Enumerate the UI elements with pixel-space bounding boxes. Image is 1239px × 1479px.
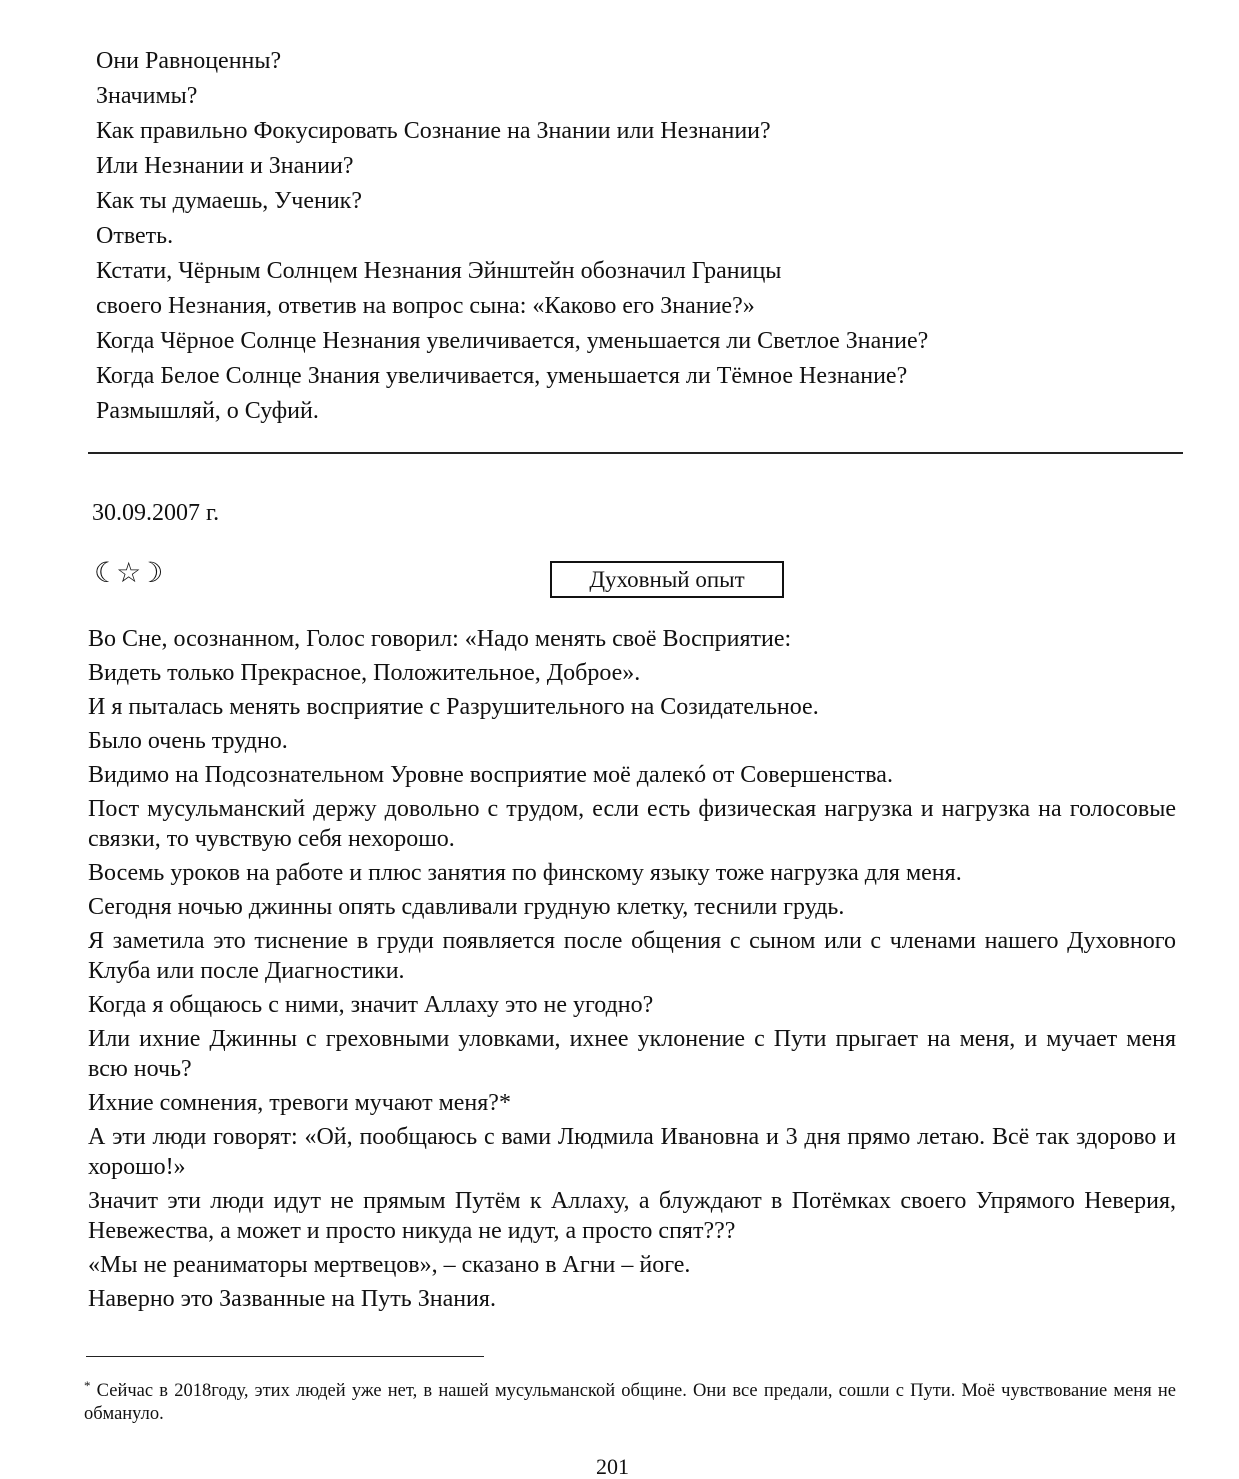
crescent-star-icon: ☾☆☽ — [94, 558, 161, 589]
paragraph: «Мы не реаниматоры мертвецов», – сказано в Агни – йоге. — [88, 1252, 691, 1278]
paragraph: Видеть только Прекрасное, Положительное, Доброе». — [88, 660, 641, 686]
paragraph: Во Сне, осознанном, Голос говорил: «Надо менять своё Восприятие: — [88, 626, 792, 652]
top-text-block — [96, 44, 1176, 429]
paragraph: Или ихние Джинны с греховными уловками, ихнее уклонение с Пути прыгает на меня, и мучает меня всю ночь? — [88, 1026, 1176, 1082]
paragraph: Сегодня ночью джинны опять сдавливали грудную клетку, теснили грудь. — [88, 894, 845, 920]
text-line: Размышляй, о Суфий. — [96, 398, 319, 424]
footnote — [84, 1374, 1176, 1426]
text-line: Когда Чёрное Солнце Незнания увеличивается, уменьшается ли Светлое Знание? — [96, 328, 929, 354]
paragraph: Было очень трудно. — [88, 728, 288, 754]
section-title-box: Духовный опыт — [550, 561, 784, 598]
entry-date: 30.09.2007 г. — [92, 500, 220, 526]
main-text-block — [88, 624, 1176, 1318]
paragraph: Ихние сомнения, тревоги мучают меня?* — [88, 1090, 511, 1116]
text-line: Как правильно Фокусировать Сознание на Знании или Незнании? — [96, 118, 771, 144]
paragraph: Наверно это Зазванные на Путь Знания. — [88, 1286, 496, 1312]
text-line: Значимы? — [96, 83, 198, 109]
text-line: Или Незнании и Знании? — [96, 153, 354, 179]
paragraph: Видимо на Подсознательном Уровне восприятие моё далекó от Совершенства. — [88, 762, 893, 788]
paragraph: И я пыталась менять восприятие с Разрушительного на Созидательное. — [88, 694, 819, 720]
paragraph: Когда я общаюсь с ними, значит Аллаху это не угодно? — [88, 992, 654, 1018]
text-line: Как ты думаешь, Ученик? — [96, 188, 362, 214]
text-line: Они Равноценны? — [96, 48, 282, 74]
text-line: Когда Белое Солнце Знания увеличивается, уменьшается ли Тёмное Незнание? — [96, 363, 908, 389]
paragraph: А эти люди говорят: «Ой, пообщаюсь с вами Людмила Ивановна и 3 дня прямо летаю. Всё так здорово и хорошо!» — [88, 1124, 1176, 1180]
footnote-text: Сейчас в 2018году, этих людей уже нет, в нашей мусульманской общине. Они все предали, сошли с Пути. Моё чувствование меня не обмануло. — [84, 1381, 1176, 1424]
paragraph: Восемь уроков на работе и плюс занятия по финскому языку тоже нагрузка для меня. — [88, 860, 962, 886]
text-line: своего Незнания, ответив на вопрос сына: «Каково его Знание?» — [96, 293, 755, 319]
page-number: 201 — [596, 1454, 629, 1479]
footnote-separator — [86, 1356, 484, 1357]
text-line: Ответь. — [96, 223, 174, 249]
section-separator — [88, 452, 1183, 454]
paragraph: Пост мусульманский держу довольно с трудом, если есть физическая нагрузка и нагрузка на голосовые связки, то чувствую себя нехорошо. — [88, 796, 1176, 852]
paragraph: Я заметила это тиснение в груди появляется после общения с сыном или с членами нашего Духовного Клуба или после Диагностики. — [88, 928, 1176, 984]
paragraph: Значит эти люди идут не прямым Путём к Аллаху, а блуждают в Потёмках своего Упрямого Неверия, Невежества, а может и просто никуда не идут, а просто спят??? — [88, 1188, 1176, 1244]
footnote-marker: * — [84, 1378, 91, 1393]
text-line: Кстати, Чёрным Солнцем Незнания Эйнштейн обозначил Границы — [96, 258, 782, 284]
